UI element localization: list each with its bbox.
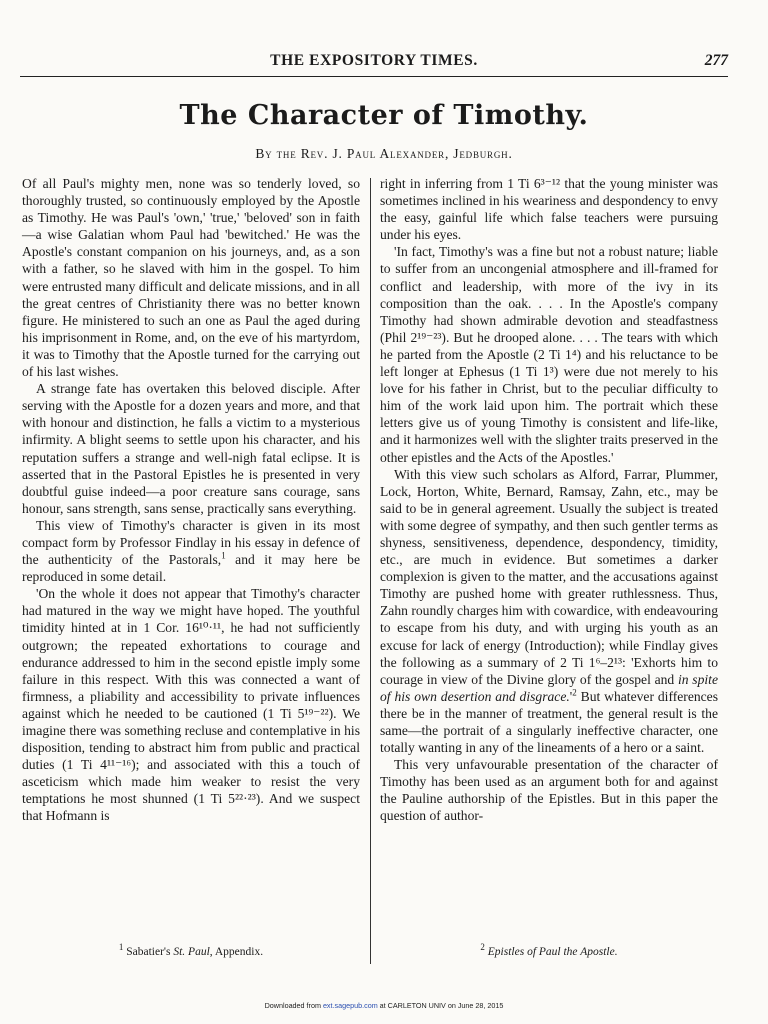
footnote-text: , Appendix. bbox=[209, 946, 264, 958]
paragraph-text: But whatever differences there be in the manner of treatment, the general result is the same—the portrait of a singularly ineffective character, one totally wanting in any of the lineaments of a hero or a saint. bbox=[380, 688, 719, 756]
paragraph: 'On the whole it does not appear that Timothy's character had matured in the way we might have hoped. The youthful timidity hinted at in 1 Cor. 16¹⁰·¹¹, he had not sufficiently outgrown; the repeated exhortations to courage and endurance addressed to him in the second epistle imply some failure in this respect. With this was connected a want of firmness, a pliability and accessibility to private influences against which he needed to be cautioned (1 Ti 5¹⁹⁻²²). We imagine there was something recluse and contemplative in his disposition, tending to abstract him from public and practical duties (1 Ti 4¹¹⁻¹⁶); and associated with this a touch of asceticism which made him weaker to resist the very temptations he most shunned (1 Ti 5²²·²³). And we suspect that Hofmann is bbox=[22, 586, 360, 824]
download-link[interactable]: ext.sagepub.com bbox=[322, 1001, 378, 1010]
download-prefix: Downloaded from bbox=[264, 1001, 323, 1010]
footnote-2 bbox=[380, 942, 718, 958]
footnote-title: St. Paul bbox=[173, 946, 210, 958]
paragraph-text: and it may here be reproduced in some detail. bbox=[22, 552, 360, 585]
paragraph: right in inferring from 1 Ti 6³⁻¹² that the young minister was sometimes inclined in his weariness and despondency to envy the easy, gainful life which false teachers were pursuing under his eyes. bbox=[380, 176, 718, 243]
paragraph: Of all Paul's mighty men, none was so tenderly loved, so thoroughly trusted, so continuously employed by the Apostle as Timothy. He was Paul's 'own,' 'true,' 'beloved' son in faith—a wise Galatian whom Paul had 'bewitched.' He was the Apostle's constant companion on his journeys, and, as a son with a father, so he slaved with him in the gospel. To him were entrusted many difficult and delicate missions, and in all the great centres of Christianity there was no better known figure. He ministered to such an one as Paul the aged during his imprisonment in Rome, and, on the eve of his martyrdom, it was to Timothy that the Apostle turned for the carrying out of his last wishes. bbox=[22, 176, 360, 380]
footnote-ref: 1 bbox=[221, 550, 226, 561]
paragraph: This very unfavourable presentation of the character of Timothy has been used as an argument both for and against the Pauline authorship of the Epistles. But in this paper the question of author- bbox=[380, 757, 718, 824]
footnote-1 bbox=[22, 942, 360, 958]
paragraph-text: With this view such scholars as Alford, Farrar, Plummer, Lock, Horton, White, Bernard, Ramsay, Zahn, etc., may be said to be in general agreement. Usually the subject is treated with some degree of sympathy, and then such gentler terms as shyness, sensitiveness, dependence, despondency, timidity, etc., are much in evidence. But sometimes a darker complexion is given to the matter, and the accusations against Timothy are pushed home with greater ruthlessness. Thus, Zahn roundly charges him with cowardice, with endeavouring to escape from his duty, and with urging his youth as an excuse for lack of energy (Introduction); while Findlay gives the following as a summary of 2 Ti 1⁶–2¹³: 'Exhorts him to courage in view of the Divine glory of the gospel and bbox=[380, 466, 718, 687]
paragraph bbox=[22, 517, 360, 585]
paragraph-text: This view of Timothy's character is given in its most compact form by Professor Findlay in his essay in defence of the authenticity of the Pastorals, bbox=[22, 517, 360, 568]
article-title: The Character of Timothy. bbox=[179, 100, 589, 131]
running-title: THE EXPOSITORY TIMES. bbox=[270, 52, 478, 69]
footnote-mark: 2 bbox=[480, 942, 485, 953]
closing-quote: ' bbox=[569, 688, 573, 704]
left-column bbox=[22, 175, 360, 825]
header-rule bbox=[20, 76, 728, 77]
download-suffix: at CARLETON UNIV on June 28, 2015 bbox=[377, 1001, 504, 1010]
download-notice bbox=[0, 1001, 768, 1010]
paragraph bbox=[380, 466, 718, 757]
column-divider bbox=[370, 178, 371, 964]
paragraph: A strange fate has overtaken this beloved disciple. After serving with the Apostle for a dozen years and more, and that with honour and distinction, he falls a victim to a mysterious infirmity. A blight seems to settle upon his character, and his reputation suffers a strange and well-nigh fatal eclipse. It is asserted that in the Pastoral Epistles he is presented in very doubtful guise indeed—a poor creature sans courage, sans honour, sans strength, sans sense, practically sans everything. bbox=[22, 381, 360, 516]
byline: By the Rev. J. Paul Alexander, Jedburgh. bbox=[255, 146, 513, 161]
footnote-text: Sabatier's bbox=[123, 946, 174, 958]
page-number: 277 bbox=[704, 52, 728, 69]
right-column bbox=[380, 175, 718, 825]
footnote-mark: 1 bbox=[118, 942, 124, 953]
italic-quote: in spite of his own desertion and disgrace. bbox=[380, 671, 718, 704]
paragraph: 'In fact, Timothy's was a fine but not a robust nature; liable to suffer from an uncongenial atmosphere and ill-framed for conflict and leadership, with more of the ivy in its composition than the oak. . . . In the Apostle's company Timothy had shown admirable devotion and steadfastness (Phil 2¹⁹⁻²³). But he drooped alone. . . . The tears with which he parted from the Apostle (2 Ti 1⁴) and his reluctance to be left longer at Ephesus (1 Ti 1³) were due not merely to his love for his father in Christ, but to the peculiar difficulty to him of the work laid upon him. The portrait which these letters give us of young Timothy is consistent and life-like, and it harmonizes well with the slighter traits preserved in the other epistles and the Acts of the Apostles.' bbox=[380, 244, 718, 465]
footnote-ref: 2 bbox=[572, 687, 577, 698]
footnote-title: Epistles of Paul the Apostle. bbox=[484, 946, 618, 958]
running-head bbox=[20, 50, 728, 76]
